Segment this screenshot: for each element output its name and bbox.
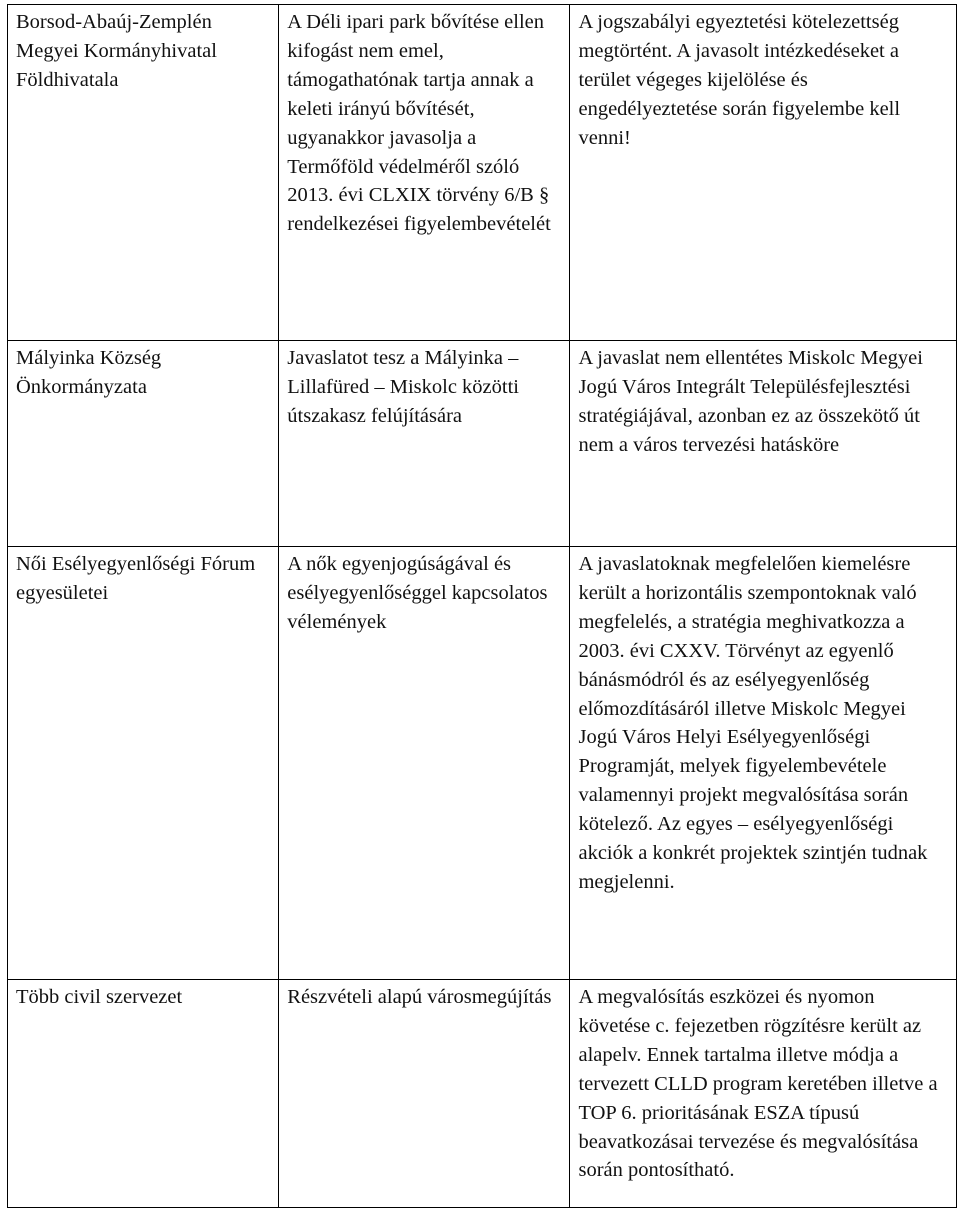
table-row	[8, 5, 957, 341]
comment-cell	[279, 5, 570, 341]
response-cell	[570, 980, 957, 1208]
table-row	[8, 980, 957, 1208]
organization-cell	[8, 341, 279, 547]
organization-cell	[8, 547, 279, 980]
comment-text: A Déli ipari park bővítése ellen kifogást nem emel, támogathatónak tartja annak a keleti irányú bővítését, ugyanakkor javasolja a Termőföld védelméről szóló 2013. évi CLXIX törvény 6/B § rendelkezései figyelembevételét	[287, 11, 551, 236]
response-cell	[570, 341, 957, 547]
table-row	[8, 341, 957, 547]
response-text: A megvalósítás eszközei és nyomon követése c. fejezetben rögzítésre került az alapelv. Ennek tartalma illetve módja a tervezett CLLD program keretében illetve a TOP 6. prioritásának ESZA típusú beavatkozásai tervezése és megvalósítása során pontosítható.	[578, 986, 938, 1182]
consultation-table	[7, 4, 957, 1208]
organization-text: Női Esélyegyenlőségi Fórum egyesületei	[16, 553, 256, 604]
organization-cell	[8, 5, 279, 341]
response-cell	[570, 547, 957, 980]
comment-cell	[279, 980, 570, 1208]
organization-text: Mályinka Község Önkormányzata	[16, 347, 162, 398]
organization-text: Több civil szervezet	[16, 986, 183, 1008]
organization-text: Borsod-Abaúj-Zemplén Megyei Kormányhivatal Földhivatala	[16, 11, 217, 91]
response-text: A jogszabályi egyeztetési kötelezettség megtörtént. A javasolt intézkedéseket a terület végeges kijelölése és engedélyeztetése során figyelembe kell venni!	[578, 11, 901, 149]
organization-cell	[8, 980, 279, 1208]
comment-cell	[279, 547, 570, 980]
comment-text: Javaslatot tesz a Mályinka – Lillafüred – Miskolc közötti útszakasz felújítására	[287, 347, 519, 427]
table-row	[8, 547, 957, 980]
response-text: A javaslatoknak megfelelően kiemelésre került a horizontális szempontoknak való megfelelés, a stratégia meghivatkozza a 2003. évi CXXV. Törvényt az egyenlő bánásmódról és az esélyegyenlőség előmozdításáról illetve Miskolc Megyei Jogú Város Helyi Esélyegyenlőségi Programját, melyek figyelembevétele valamennyi projekt megvalósítása során kötelező. Az egyes – esélyegyenlőségi akciók a konkrét projektek szintjén tudnak megjelenni.	[578, 553, 928, 893]
comment-text: A nők egyenjogúságával és esélyegyenlőséggel kapcsolatos vélemények	[287, 553, 548, 633]
response-text: A javaslat nem ellentétes Miskolc Megyei Jogú Város Integrált Településfejlesztési stratégiájával, azonban ez az összekötő út nem a város tervezési hatásköre	[578, 347, 923, 456]
response-cell	[570, 5, 957, 341]
comment-text: Részvételi alapú városmegújítás	[287, 986, 552, 1008]
comment-cell	[279, 341, 570, 547]
